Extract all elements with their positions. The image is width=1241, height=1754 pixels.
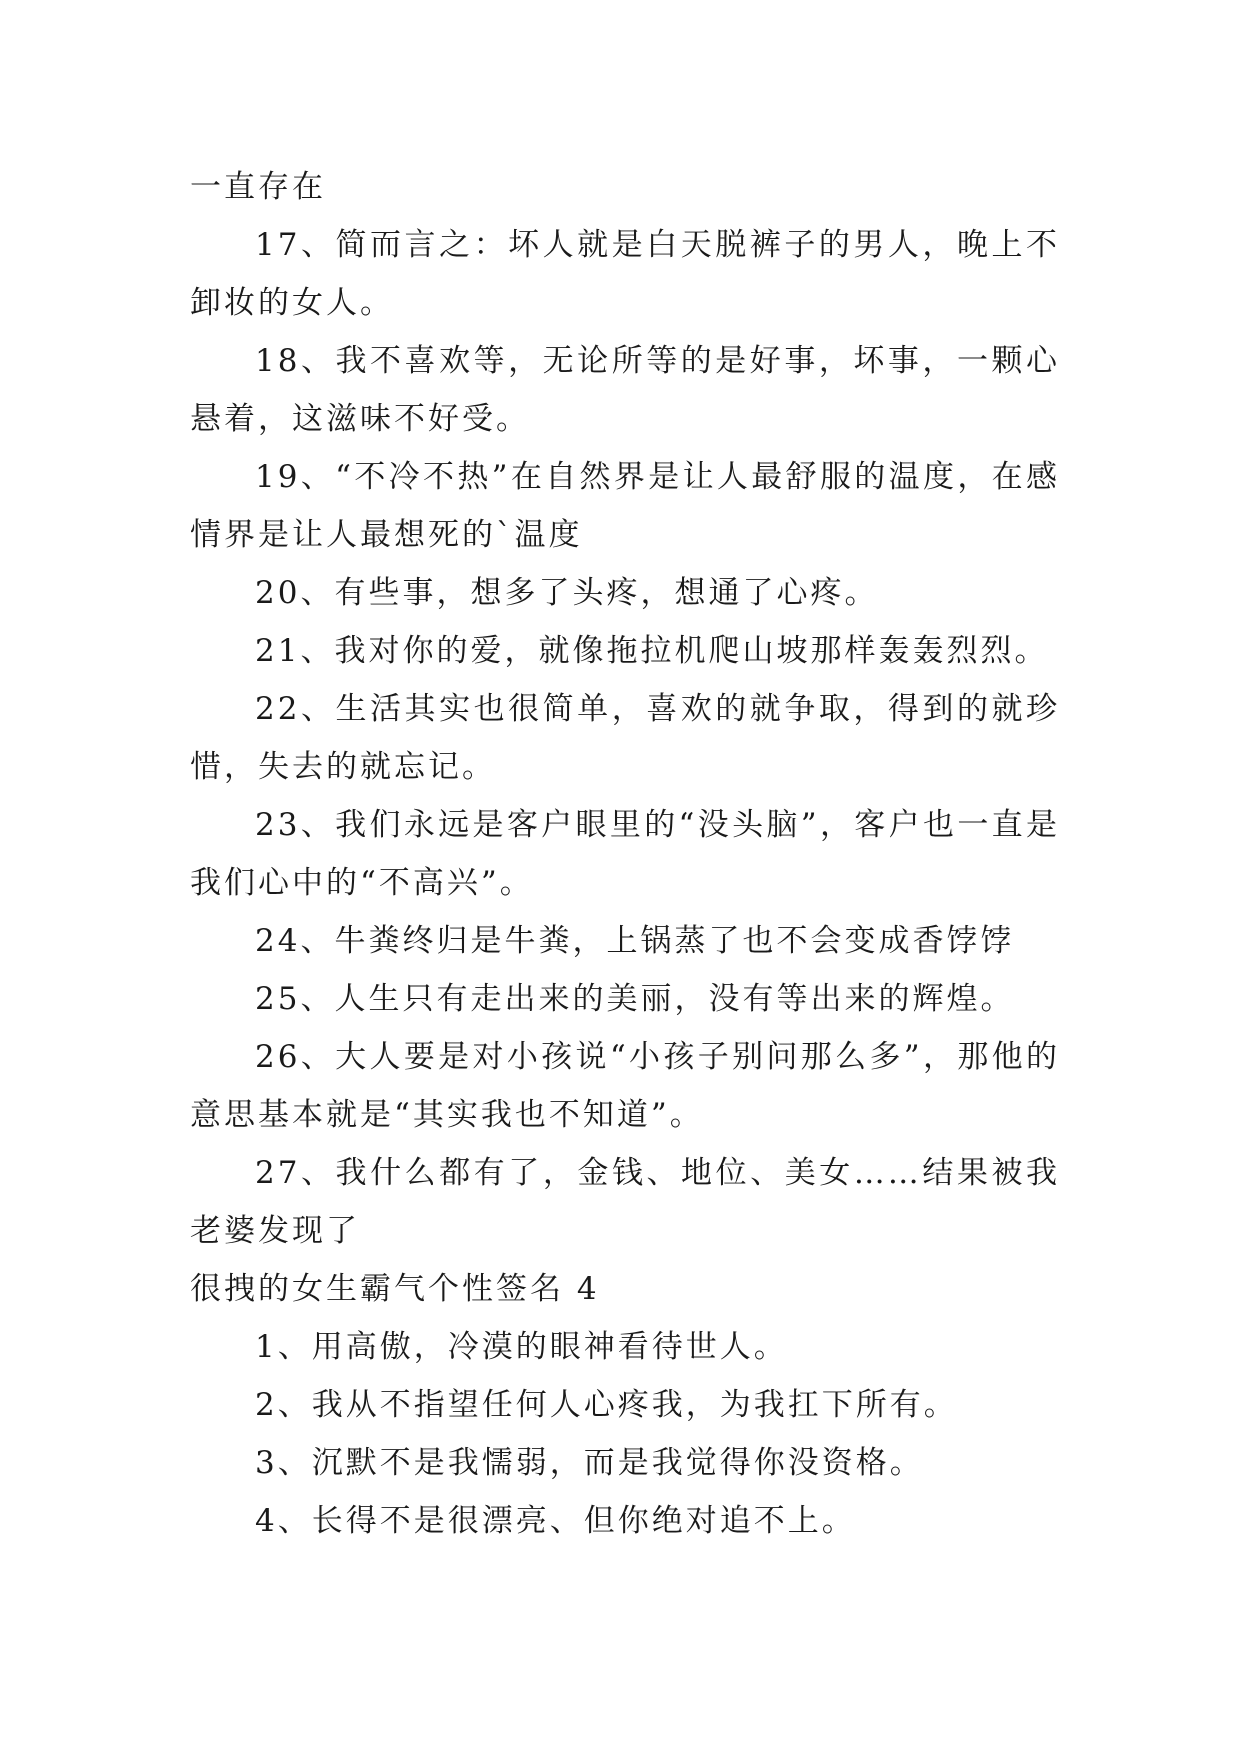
paragraph: 23、我们永远是客户眼里的“没头脑”，客户也一直是我们心中的“不高兴”。: [190, 807, 1060, 901]
paragraph: 25、人生只有走出来的美丽，没有等出来的辉煌。: [255, 981, 1015, 1017]
document-body: [190, 158, 1060, 1550]
paragraph: 2、我从不指望任何人心疼我，为我扛下所有。: [255, 1387, 958, 1423]
paragraph: 20、有些事，想多了头疼，想通了心疼。: [255, 575, 879, 611]
section-heading: 很拽的女生霸气个性签名 4: [190, 1271, 600, 1307]
paragraph: 3、沉默不是我懦弱，而是我觉得你没资格。: [255, 1445, 924, 1481]
paragraph: 17、简而言之：坏人就是白天脱裤子的男人，晚上不卸妆的女人。: [190, 227, 1060, 321]
paragraph: 21、我对你的爱，就像拖拉机爬山坡那样轰轰烈烈。: [255, 633, 1049, 669]
paragraph: 22、生活其实也很简单，喜欢的就争取，得到的就珍惜，失去的就忘记。: [190, 691, 1060, 785]
paragraph: 一直存在: [190, 169, 326, 205]
paragraph: 18、我不喜欢等，无论所等的是好事，坏事，一颗心悬着，这滋味不好受。: [190, 343, 1060, 437]
paragraph: 24、牛粪终归是牛粪，上锅蒸了也不会变成香饽饽: [255, 923, 1015, 959]
paragraph: 27、我什么都有了，金钱、地位、美女……结果被我老婆发现了: [190, 1155, 1060, 1249]
paragraph: 26、大人要是对小孩说“小孩子别问那么多”，那他的意思基本就是“其实我也不知道”。: [190, 1039, 1060, 1133]
paragraph: 19、“不冷不热”在自然界是让人最舒服的温度，在感情界是让人最想死的`温度: [190, 459, 1060, 553]
paragraph: 1、用高傲，冷漠的眼神看待世人。: [255, 1329, 788, 1365]
paragraph: 4、长得不是很漂亮、但你绝对追不上。: [255, 1503, 856, 1539]
